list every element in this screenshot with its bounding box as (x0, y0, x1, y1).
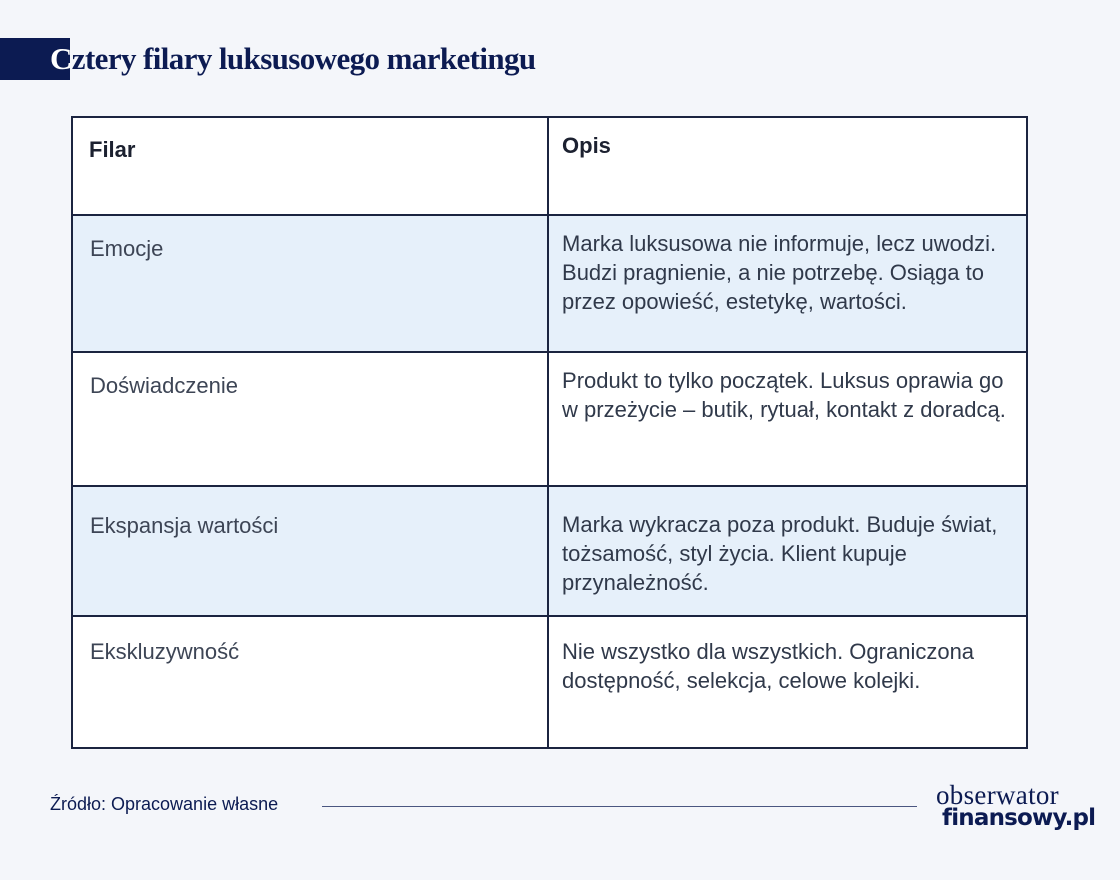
table-row (72, 616, 1027, 748)
cell-filar: Emocje (72, 215, 548, 352)
table-row (72, 215, 1027, 352)
title-first-letter: C (50, 41, 72, 76)
source-note: Źródło: Opracowanie własne (50, 794, 279, 814)
cell-filar: Ekskluzywność (72, 616, 548, 748)
cell-filar: Ekspansja wartości (72, 486, 548, 616)
cell-opis: Nie wszystko dla wszystkich. Ograniczona dostępność, selekcja, celowe kolejki. (548, 616, 1027, 748)
cell-opis: Marka wykracza poza produkt. Buduje świat, tożsamość, styl życia. Klient kupuje przynależność. (548, 486, 1027, 616)
header-opis: Opis (548, 117, 1027, 215)
table-header-row (72, 117, 1027, 215)
page-title (50, 41, 536, 77)
header-filar: Filar (72, 117, 548, 215)
footer-divider (322, 806, 917, 807)
logo-line-2: finansowy.pl (942, 805, 1096, 831)
cell-opis: Produkt to tylko początek. Luksus oprawia go w przeżycie – butik, rytuał, kontakt z doradcą. (548, 352, 1027, 486)
logo-line-1: obserwator (936, 780, 1059, 810)
cell-opis: Marka luksusowa nie informuje, lecz uwodzi. Budzi pragnienie, a nie potrzebę. Osiąga to przez opowieść, estetykę, wartości. (548, 215, 1027, 352)
table-row (72, 486, 1027, 616)
pillars-table (71, 116, 1028, 749)
brand-logo (936, 782, 1095, 830)
cell-filar: Doświadczenie (72, 352, 548, 486)
table-row (72, 352, 1027, 486)
title-rest: ztery filary luksusowego marketingu (71, 41, 536, 76)
